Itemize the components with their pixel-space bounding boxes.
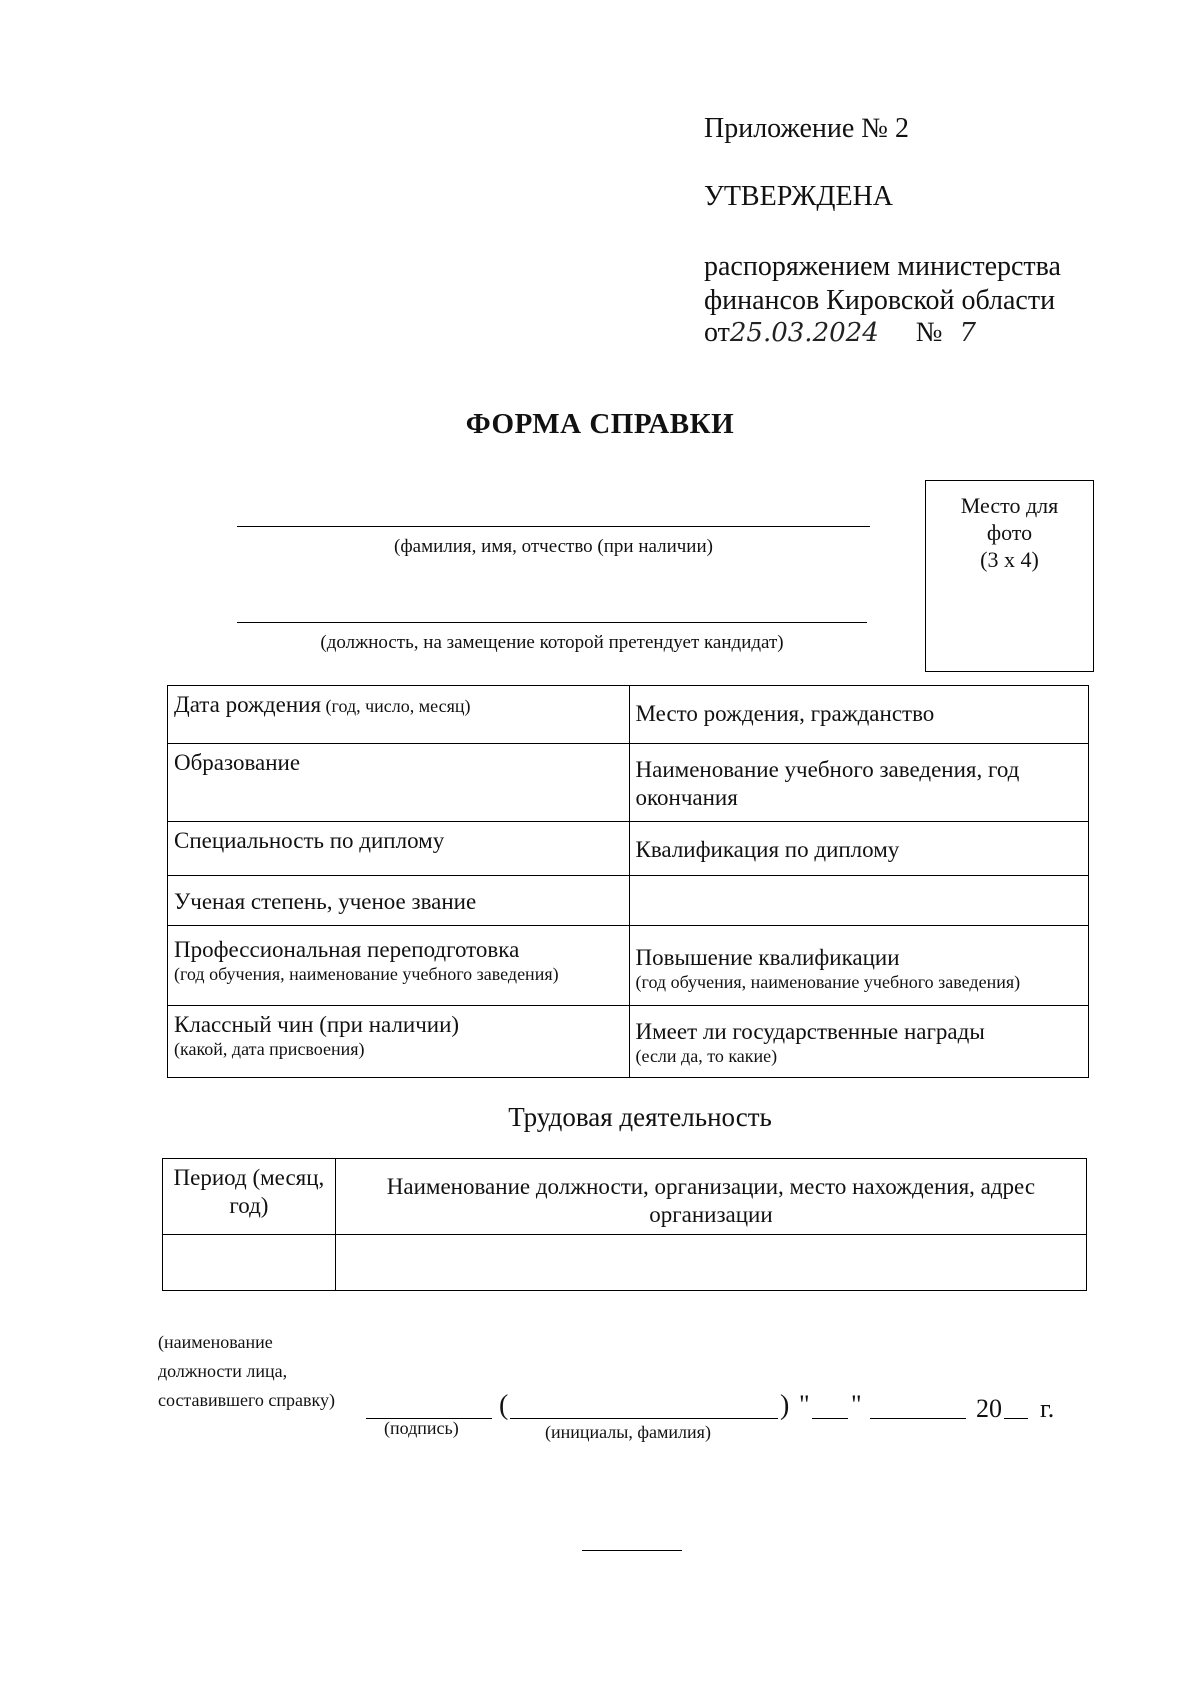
form-title: ФОРМА СПРАВКИ <box>465 408 735 440</box>
handwritten-date: 25.03.2024 <box>729 318 879 348</box>
cell-qualification[interactable]: Квалификация по диплому <box>629 822 1088 876</box>
order-line-1: распоряжением министерства <box>704 251 1061 282</box>
signer-label <box>158 1328 458 1386</box>
table-row <box>163 1159 1087 1235</box>
day-field-line[interactable] <box>812 1396 848 1419</box>
table-row <box>168 686 1089 744</box>
closing-divider <box>582 1550 682 1551</box>
handwritten-number: 7 <box>959 318 977 348</box>
position-field-line[interactable] <box>237 622 867 623</box>
photo-line-2: фото <box>986 519 1033 545</box>
close-paren: ) <box>780 1390 790 1421</box>
table-row <box>163 1235 1087 1291</box>
fio-caption: (фамилия, имя, отчество (при наличии) <box>394 536 713 557</box>
work-period-header: Период (месяц, год) <box>163 1159 336 1235</box>
work-history-table <box>162 1158 1087 1291</box>
initials-caption: (инициалы, фамилия) <box>545 1422 711 1442</box>
cell-education[interactable]: Образование <box>168 744 630 822</box>
order-line-2: финансов Кировской области <box>704 285 1056 316</box>
position-caption: (должность, на замещение которой претендует кандидат) <box>320 632 784 653</box>
table-row <box>168 926 1089 1006</box>
cell-specialty[interactable]: Специальность по диплому <box>168 822 630 876</box>
cell-academic-degree[interactable]: Ученая степень, ученое звание <box>168 876 630 926</box>
work-history-title: Трудовая деятельность <box>508 1102 772 1132</box>
year-prefix: 20 <box>976 1394 1002 1423</box>
signer-line-1: (наименование <box>158 1332 273 1352</box>
order-date-line <box>704 316 976 350</box>
number-label: № <box>915 317 943 348</box>
work-period-cell[interactable] <box>163 1235 336 1291</box>
table-row <box>168 876 1089 926</box>
photo-line-3: (3 х 4) <box>980 546 1039 572</box>
work-position-cell[interactable] <box>335 1235 1086 1291</box>
month-field-line[interactable] <box>870 1396 966 1419</box>
photo-placeholder <box>925 480 1094 672</box>
fio-field-line[interactable] <box>237 526 870 527</box>
table-row <box>168 1006 1089 1078</box>
cell-class-rank[interactable]: Классный чин (при наличии) (какой, дата присвоения) <box>168 1006 630 1078</box>
cell-birth-date[interactable]: Дата рождения (год, число, месяц) <box>168 686 630 744</box>
approved-label: УТВЕРЖДЕНА <box>704 181 894 212</box>
year-field-line[interactable] <box>1004 1396 1028 1419</box>
table-row <box>168 744 1089 822</box>
open-paren: ( <box>499 1390 509 1421</box>
quote-open: " <box>799 1390 810 1419</box>
info-table <box>167 685 1089 1078</box>
signer-line-2: должности лица, <box>158 1360 288 1381</box>
cell-institution[interactable]: Наименование учебного заведения, год окончания <box>629 744 1088 822</box>
cell-retraining[interactable]: Профессиональная переподготовка (год обучения, наименование учебного заведения) <box>168 926 630 1006</box>
table-row <box>168 822 1089 876</box>
photo-line-1: Место для <box>960 493 1059 518</box>
signature-field-line[interactable] <box>366 1396 492 1419</box>
signature-caption: (подпись) <box>384 1418 459 1438</box>
cell-advanced-training[interactable]: Повышение квалификации (год обучения, наименование учебного заведения) <box>629 926 1088 1006</box>
quote-close: " <box>851 1390 862 1419</box>
date-prefix: от <box>704 317 730 348</box>
cell-empty[interactable] <box>629 876 1088 926</box>
appendix-number: Приложение № 2 <box>704 113 909 144</box>
cell-birth-place[interactable]: Место рождения, гражданство <box>629 686 1088 744</box>
work-position-header: Наименование должности, организации, место нахождения, адрес организации <box>335 1159 1086 1235</box>
cell-state-awards[interactable]: Имеет ли государственные награды (если да, то какие) <box>629 1006 1088 1078</box>
signer-line-3: составившего справку) <box>158 1390 336 1410</box>
year-suffix: г. <box>1040 1394 1055 1423</box>
initials-field-line[interactable] <box>510 1396 778 1419</box>
